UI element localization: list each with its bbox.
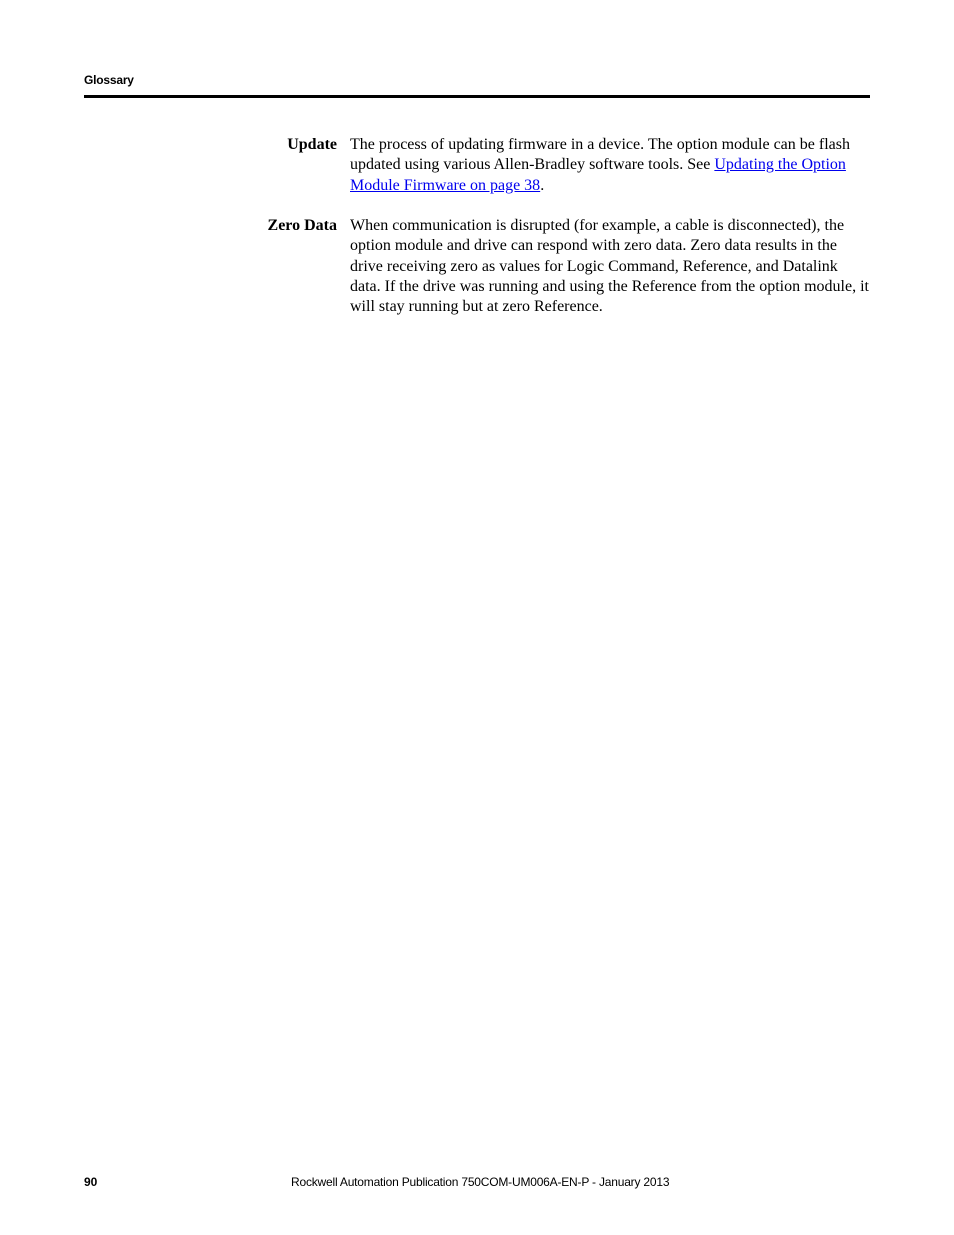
cross-reference-link[interactable]: Updating the Option Module Firmware on page 38 — [350, 156, 846, 194]
definition-text: The process of updating firmware in a device. The option module can be flash updated using various Allen-Bradley software tools. See — [350, 136, 850, 174]
glossary-definition: When communication is disrupted (for example, a cable is disconnected), the option module and drive can respond with zero data. Zero data results in the drive receiving zero as values for Logic Command, Reference, and Datalink data. If the drive was running and using the Reference from the option module, it will stay running but at zero Reference. — [350, 217, 869, 316]
section-title: Glossary — [84, 73, 134, 87]
page-number: 90 — [84, 1175, 98, 1189]
definition-text-end: . — [540, 176, 545, 194]
glossary-definition — [350, 135, 872, 196]
glossary-term: Zero Data — [267, 217, 337, 234]
publication-info: Rockwell Automation Publication 750COM-UM006A-EN-P - January 2013 — [291, 1175, 670, 1189]
header-rule — [84, 95, 870, 98]
glossary-term: Update — [287, 136, 337, 153]
